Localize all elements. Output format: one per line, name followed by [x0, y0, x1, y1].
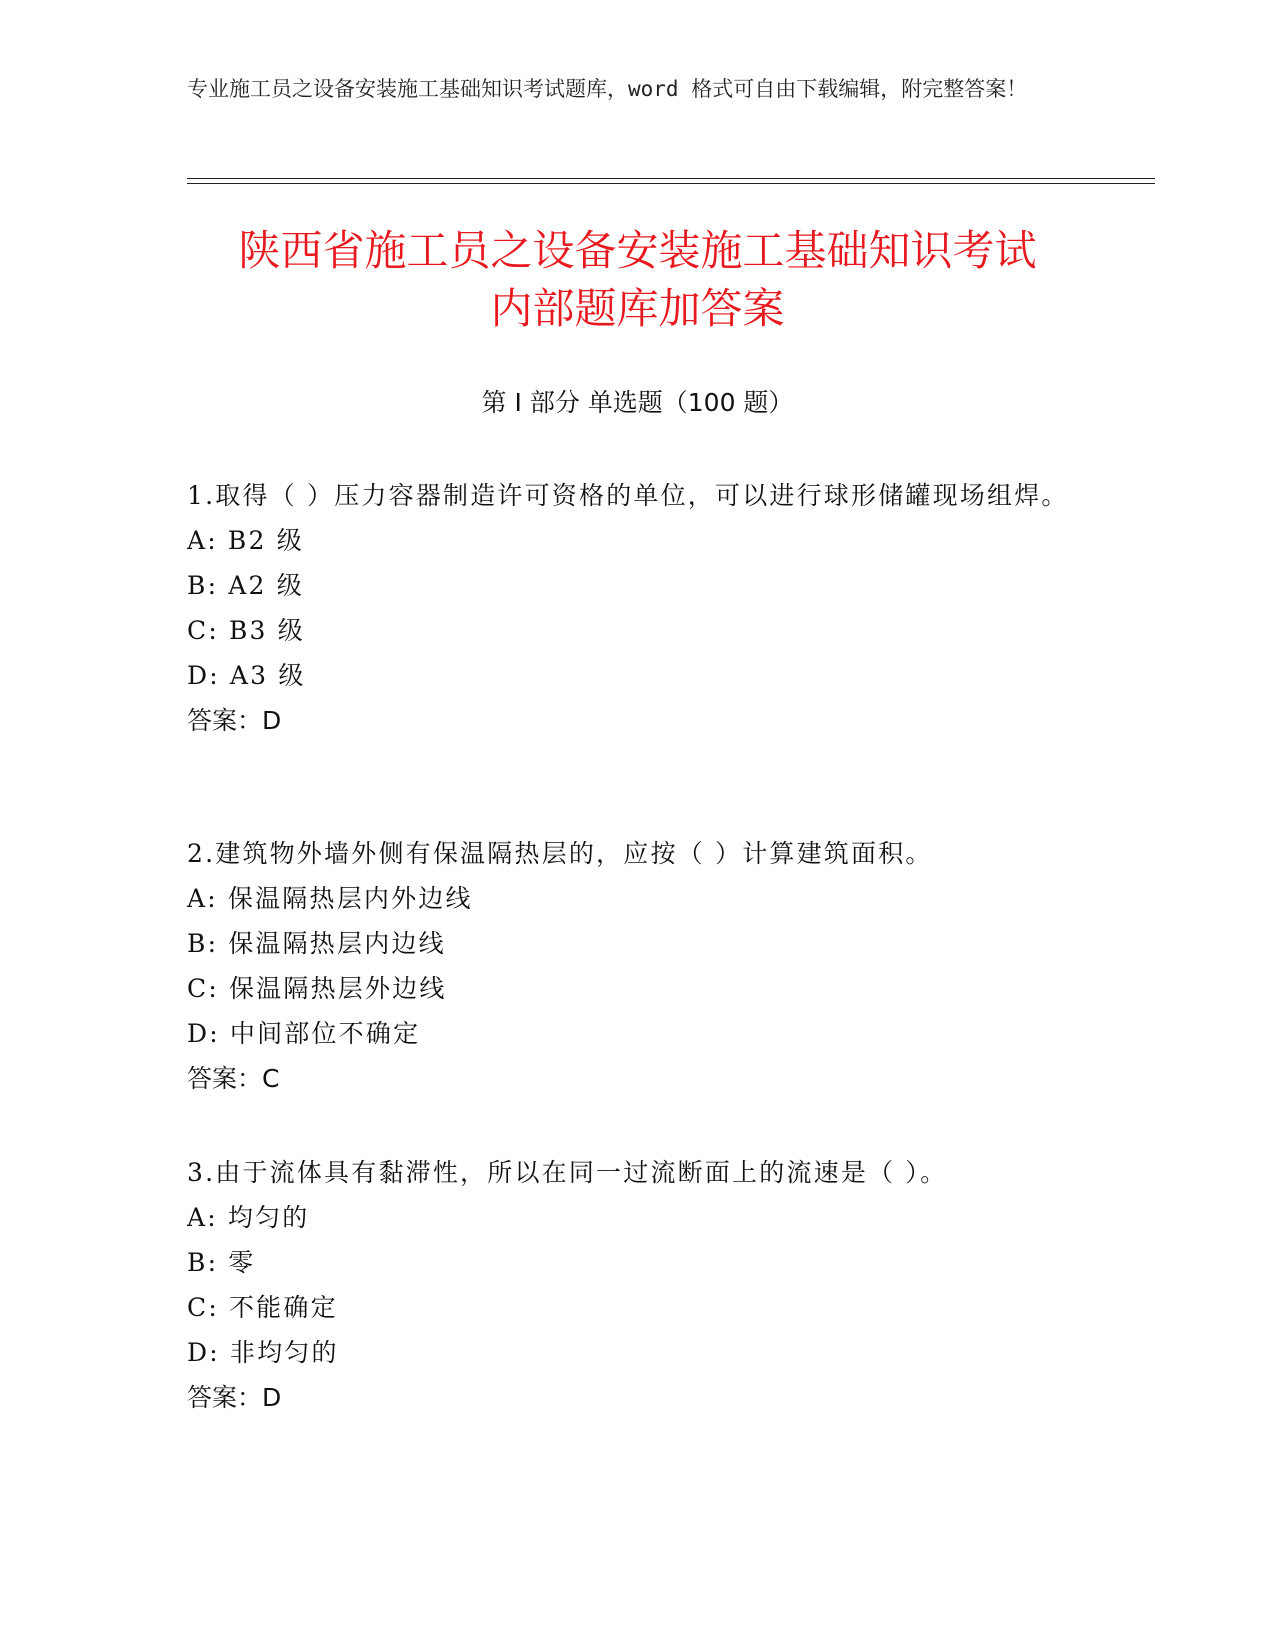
option-letter: B [187, 929, 208, 958]
option-letter: B [187, 1248, 208, 1277]
option-separator: : [209, 1338, 220, 1367]
option-separator: : [208, 974, 219, 1003]
question-stem: 2.建筑物外墙外侧有保温隔热层的，应按（ ）计算建筑面积。 [187, 839, 933, 868]
document-title-line1: 陕西省施工员之设备安装施工基础知识考试 [238, 226, 1037, 275]
question-stem: 1.取得（ ）压力容器制造许可资格的单位，可以进行球形储罐现场组焊。 [187, 481, 1069, 510]
option-text: 保温隔热层内外边线 [227, 884, 473, 913]
option-text: B3 级 [228, 616, 305, 645]
option-letter: C [187, 1293, 209, 1322]
question-answer: 答案：D [187, 706, 282, 735]
question-3 [187, 1151, 1077, 1420]
option-letter: B [187, 571, 208, 600]
document-title-line2: 内部题库加答案 [490, 284, 785, 333]
option-b [187, 1240, 1077, 1285]
option-letter: A [187, 526, 208, 555]
option-text: B2 级 [227, 526, 304, 555]
option-text: 不能确定 [228, 1293, 338, 1322]
option-b [187, 563, 1077, 608]
question-2 [187, 832, 1077, 1101]
question-1 [187, 474, 1077, 743]
option-a [187, 518, 1077, 563]
option-separator: : [208, 616, 219, 645]
option-letter: A [187, 1203, 208, 1232]
option-text: A2 级 [228, 571, 304, 600]
option-text: 零 [228, 1248, 256, 1277]
option-d [187, 653, 1077, 698]
document-title [130, 222, 1145, 338]
option-letter: D [187, 661, 210, 690]
section-title: 第 I 部分 单选题（100 题） [481, 388, 794, 417]
option-letter: A [187, 884, 208, 913]
option-separator: : [209, 1019, 220, 1048]
header-note: 专业施工员之设备安装施工基础知识考试题库，word 格式可自由下载编辑，附完整答案！ [187, 77, 1028, 101]
option-d [187, 1011, 1077, 1056]
option-c [187, 1285, 1077, 1330]
option-separator: : [208, 1293, 219, 1322]
option-separator: : [207, 526, 218, 555]
question-answer: 答案：D [187, 1383, 282, 1412]
question-answer: 答案：C [187, 1064, 280, 1093]
option-b [187, 921, 1077, 966]
option-text: 中间部位不确定 [229, 1019, 421, 1048]
option-text: 保温隔热层外边线 [228, 974, 447, 1003]
question-stem: 3.由于流体具有黏滞性，所以在同一过流断面上的流速是（ ）。 [187, 1158, 948, 1187]
header-divider-bottom [187, 183, 1155, 184]
option-separator: : [207, 571, 219, 600]
option-a [187, 1195, 1077, 1240]
option-c [187, 966, 1077, 1011]
option-separator: : [207, 884, 218, 913]
option-a [187, 876, 1077, 921]
option-letter: C [187, 974, 209, 1003]
option-separator: : [207, 929, 219, 958]
option-c [187, 608, 1077, 653]
option-text: A3 级 [229, 661, 306, 690]
option-separator: : [209, 661, 220, 690]
option-d [187, 1330, 1077, 1375]
option-text: 均匀的 [227, 1203, 310, 1232]
option-letter: D [187, 1338, 210, 1367]
option-text: 保温隔热层内边线 [228, 929, 446, 958]
header-divider-top [187, 178, 1155, 179]
option-letter: D [187, 1019, 210, 1048]
option-text: 非均匀的 [229, 1338, 339, 1367]
option-separator: : [207, 1203, 218, 1232]
option-letter: C [187, 616, 209, 645]
option-separator: : [207, 1248, 219, 1277]
